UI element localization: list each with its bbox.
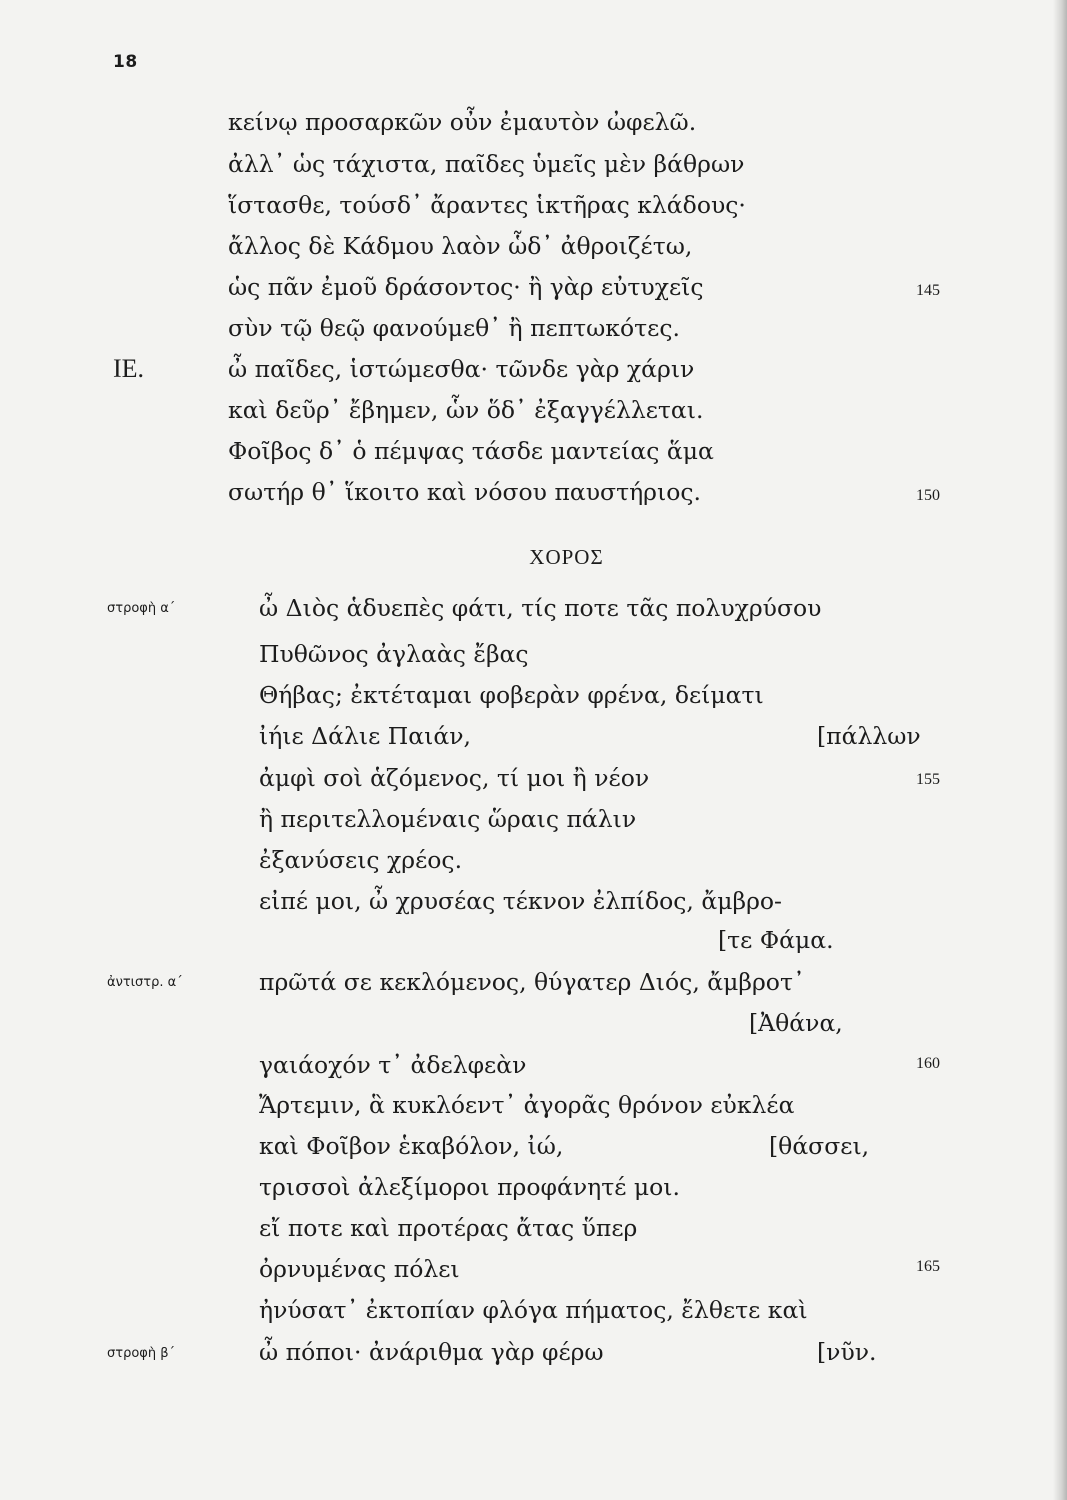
verse-line: Ἄρτεμιν, ἃ κυκλόεντ᾽ ἀγορᾶς θρόνον εὐκλέα: [259, 1091, 795, 1119]
line-number: 160: [916, 1055, 940, 1072]
verse-line: ἄλλος δὲ Κάδμου λαὸν ὧδ᾽ ἀθροιζέτω,: [228, 232, 693, 260]
margin-label-strophe-b: στροφὴ β΄: [107, 1346, 176, 1361]
verse-line: ὡς πᾶν ἐμοῦ δράσοντος· ἢ γὰρ εὐτυχεῖς: [228, 273, 704, 301]
verse-line: καὶ δεῦρ᾽ ἔβημεν, ὧν ὅδ᾽ ἐξαγγέλλεται.: [228, 396, 704, 424]
line-number: 165: [916, 1258, 940, 1275]
bracket-continuation: [Ἀθάνα,: [749, 1009, 843, 1037]
margin-label-antistrophe-a: ἀντιστρ. α΄: [107, 975, 183, 990]
page-edge-shadow: [1053, 0, 1067, 1500]
line-number: 155: [916, 771, 940, 788]
speaker-label: ΙΕ.: [113, 354, 145, 383]
verse-line: ἠνύσατ᾽ ἐκτοπίαν φλόγα πήματος, ἔλθετε καὶ: [259, 1296, 808, 1324]
verse-line: Πυθῶνος ἀγλαὰς ἔβας: [259, 640, 529, 668]
verse-line: ὀρνυμένας πόλει: [259, 1255, 460, 1283]
verse-line: ὦ παῖδες, ἱστώμεσθα· τῶνδε γὰρ χάριν: [228, 355, 695, 383]
bracket-continuation: [πάλλων: [817, 722, 921, 750]
verse-line: τρισσοὶ ἀλεξίμοροι προφάνητέ μοι.: [259, 1173, 680, 1201]
verse-line: ἰήιε Δάλιε Παιάν,: [259, 722, 471, 750]
verse-line: σὺν τῷ θεῷ φανούμεθ᾽ ἢ πεπτωκότες.: [228, 314, 680, 342]
section-title-text: ΧΟΡΟΣ: [529, 545, 604, 569]
verse-line: κείνῳ προσαρκῶν οὖν ἐμαυτὸν ὠφελῶ.: [228, 108, 697, 136]
verse-line: εἰπέ μοι, ὦ χρυσέας τέκνον ἐλπίδος, ἄμβρο-: [259, 887, 782, 915]
verse-line: ὦ Διὸς ἁδυεπὲς φάτι, τίς ποτε τᾶς πολυχρύσου: [259, 594, 822, 622]
verse-line: ἀμφὶ σοὶ ἁζόμενος, τί μοι ἢ νέον: [259, 764, 650, 792]
verse-line: ἀλλ᾽ ὡς τάχιστα, παῖδες ὑμεῖς μὲν βάθρων: [228, 150, 745, 178]
page-number: 18: [113, 52, 138, 72]
line-number: 150: [916, 487, 940, 504]
verse-line: ὦ πόποι· ἀνάριθμα γὰρ φέρω: [259, 1338, 604, 1366]
verse-line: πρῶτά σε κεκλόμενος, θύγατερ Διός, ἄμβροτ᾽: [259, 968, 805, 996]
bracket-continuation: [θάσσει,: [769, 1132, 870, 1160]
bracket-continuation: [νῦν.: [817, 1338, 877, 1366]
verse-line: σωτήρ θ᾽ ἵκοιτο καὶ νόσου παυστήριος.: [228, 478, 701, 506]
bracket-continuation: [τε Φάμα.: [718, 926, 834, 954]
verse-line: ἢ περιτελλομέναις ὥραις πάλιν: [259, 805, 637, 833]
verse-line: ἵστασθε, τούσδ᾽ ἄραντες ἱκτῆρας κλάδους·: [228, 191, 746, 219]
verse-line: ἐξανύσεις χρέος.: [259, 846, 463, 874]
margin-label-strophe-a: στροφὴ α΄: [107, 601, 176, 616]
verse-line: Θήβας; ἐκτέταμαι φοβερὰν φρένα, δείματι: [259, 681, 764, 709]
verse-line: εἴ ποτε καὶ προτέρας ἄτας ὕπερ: [259, 1214, 638, 1242]
verse-line: Φοῖβος δ᾽ ὁ πέμψας τάσδε μαντείας ἅμα: [228, 437, 714, 465]
verse-line: γαιάοχόν τ᾽ ἀδελφεὰν: [259, 1051, 527, 1079]
section-title: [0, 543, 1067, 571]
line-number: 145: [916, 282, 940, 299]
verse-line: καὶ Φοῖβον ἑκαβόλον, ἰώ,: [259, 1132, 564, 1160]
